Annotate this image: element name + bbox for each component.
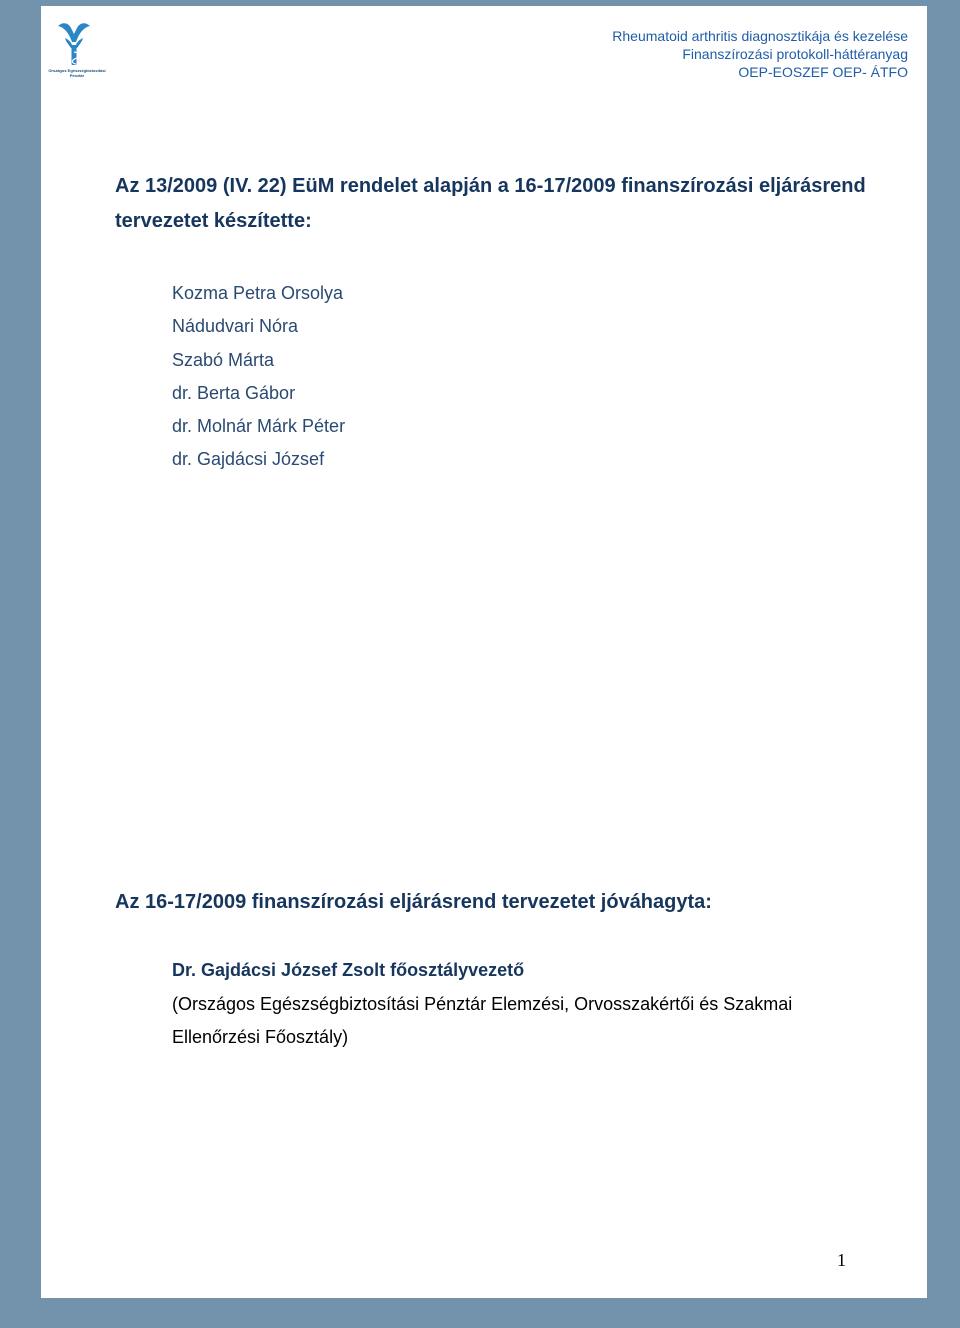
author-item: dr. Molnár Márk Péter [172, 416, 346, 437]
author-item: Kozma Petra Orsolya [172, 283, 344, 303]
approver-organization: (Országos Egészségbiztosítási Pénztár Elemzési, Orvosszakértői és Szakmai Ellenőrzési Főosztály) [172, 993, 793, 1047]
oep-logo-icon [44, 18, 104, 70]
oep-logo [44, 18, 106, 78]
approver-block [172, 954, 872, 1055]
logo-text: Országos Egészségbiztosítási Pénztár [48, 68, 106, 78]
approved-by-heading: Az 16-17/2009 finanszírozási eljárásrend tervezetet jóváhagyta: [115, 891, 712, 913]
author-item: Szabó Márta [172, 349, 275, 370]
document-header [612, 27, 908, 81]
prepared-by-heading: Az 13/2009 (IV. 22) EüM rendelet alapján a 16-17/2009 finanszírozási eljárásrend tervezetet készítette: [115, 175, 866, 232]
author-list [172, 277, 345, 477]
author-item: Nádudvari Nóra [172, 316, 299, 337]
header-line-2: Finanszírozási protokoll-háttéranyag [682, 46, 908, 62]
author-item: dr. Gajdácsi József [172, 449, 325, 470]
header-line-3: OEP-EOSZEF OEP- ÁTFO [738, 64, 908, 80]
header-line-1: Rheumatoid arthritis diagnosztikája és kezelése [612, 28, 908, 44]
approver-name: Dr. Gajdácsi József Zsolt főosztályvezető [172, 960, 525, 980]
page-number: 1 [837, 1250, 846, 1270]
author-item: dr. Berta Gábor [172, 382, 296, 403]
document-page [41, 6, 927, 1298]
